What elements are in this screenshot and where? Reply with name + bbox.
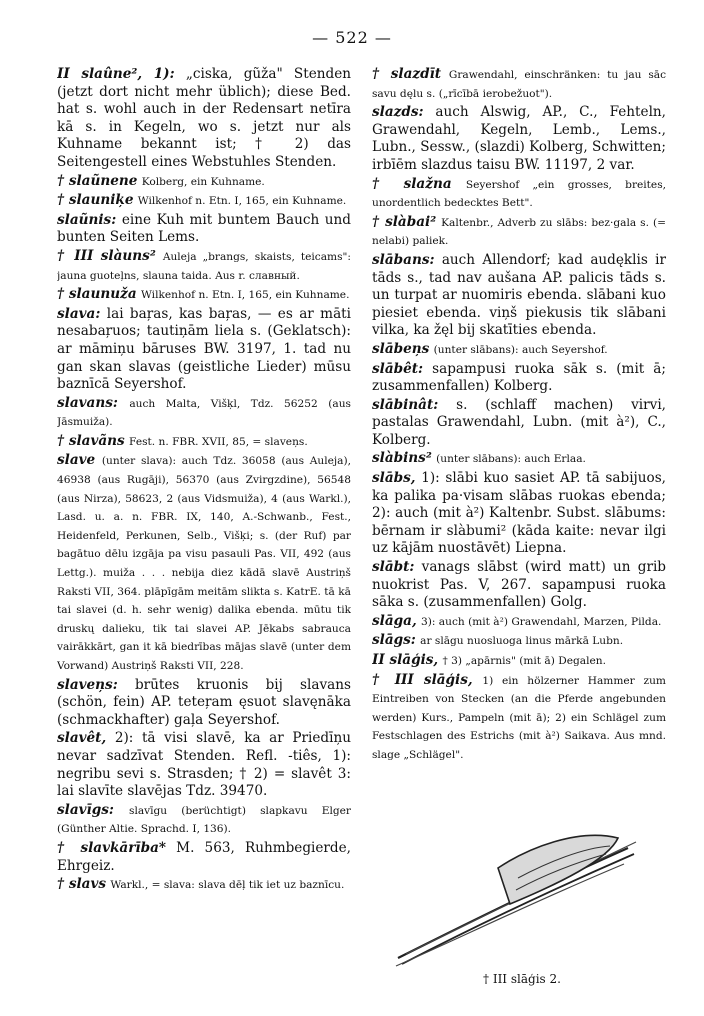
- entry-headword: slābt:: [372, 559, 415, 576]
- entry-headword: † slaunuža: [57, 286, 137, 303]
- entry-headword: slazds:: [372, 104, 424, 121]
- dictionary-entry: [57, 840, 351, 875]
- entry-headword: slābeņs: [372, 340, 430, 357]
- figure-caption: † III slāģis 2.: [483, 972, 561, 986]
- entry-headword: † slavs: [57, 876, 107, 893]
- entry-text: Kaltenbr., Adverb zu slābs: bez·gala s. (= nelabi) paliek.: [372, 216, 666, 248]
- dictionary-entry: [372, 470, 666, 558]
- entry-text: Warkl., = slava: slava dēļ tik iet uz baznīcu.: [110, 879, 345, 892]
- entry-headword: slaũnis:: [57, 211, 117, 228]
- entry-text: Auleja „brangs, skaists, teicams": jauna guoteļns, slauna taida. Aus r. славный.: [57, 250, 351, 282]
- dictionary-entry: [57, 395, 351, 432]
- entry-text: „ciska, gũža" Stenden (jetzt dort nicht mehr üblich); diese Bed. hat s. wohl auch in der Redensart netīra kā s. in Kegeln, wo s. jetzt nur als Kuhname bekannt ist; † 2) das Seitengestell eines Webstuhles Stenden.: [57, 66, 351, 170]
- entry-text: 1): slābi kuo sasiet AP. tā sabijuos, ka palika pa·visam slābas ruokas ebenda; 2): auch (mit à²) Kaltenbr. Subst. slābums: bērnam ir slàbumi² (kāda kaite: nevar ilgi uz kājām nuostāvēt) Liepna.: [372, 470, 666, 557]
- dictionary-entry: [372, 361, 666, 396]
- entry-text: M. 563, Ruhmbegierde, Ehrgeiz.: [57, 839, 351, 874]
- entry-headword: slavans:: [57, 394, 118, 411]
- entry-text: Fest. n. FBR. XVII, 85, = slaveņs.: [129, 435, 308, 448]
- dictionary-entry: [372, 252, 666, 340]
- mallet-illustration: [378, 808, 666, 968]
- entry-text: sapampusi ruoka sāk s. (mit ā; zusammenfallen) Kolberg.: [372, 360, 666, 395]
- dictionary-entry: [372, 214, 666, 251]
- dictionary-entry: [57, 286, 351, 305]
- dictionary-entry: [57, 730, 351, 800]
- entry-headword: † slavãns: [57, 432, 125, 449]
- dictionary-entry: [372, 176, 666, 213]
- entry-headword: slābêt:: [372, 360, 424, 377]
- dictionary-entry: [57, 248, 351, 285]
- entry-headword: † slavkārība*: [57, 839, 166, 856]
- dictionary-entry: [57, 192, 351, 211]
- entry-headword: † slažna: [372, 175, 452, 192]
- entry-headword: † III slàuns²: [57, 247, 156, 264]
- dictionary-entry: [57, 66, 351, 172]
- dictionary-entry: [372, 66, 666, 103]
- entry-headword: slābans:: [372, 251, 435, 268]
- entry-text: 2): tā visi slavē, ka ar Priedīņu nevar sadzīvat Stenden. Refl. -tiês, 1): negribu sevi s. Strasden; † 2) = slavêt 3: lai slavīte slavējas Tdz. 39470.: [57, 730, 351, 800]
- entry-text: eine Kuh mit buntem Bauch und bunten Seiten Lems.: [57, 211, 351, 246]
- entry-text: auch Malta, Višķl, Tdz. 56252 (aus Jāsmuiža).: [57, 397, 351, 429]
- entry-headword: † III slāģis,: [372, 671, 473, 688]
- entry-headword: slāga,: [372, 612, 417, 629]
- dictionary-entry: [57, 802, 351, 839]
- dictionary-entry: [372, 104, 666, 174]
- entry-text: 1) ein hölzerner Hammer zum Eintreiben von Stecken (an die Pferde angebunden werden) Kurs., Pampeln (mit ā); 2) ein Schlägel zum Festschlagen des Estrichs (mit à²) Saikava. Aus mnd. slage „Schlägel".: [372, 674, 666, 761]
- dictionary-entry: [57, 212, 351, 247]
- entry-headword: II slaûne², 1):: [57, 66, 175, 82]
- entry-headword: slavêt,: [57, 730, 107, 747]
- dictionary-entry: [372, 652, 666, 671]
- entry-headword: slaveņs:: [57, 676, 118, 693]
- entry-text: lai baŗas, kas baŗas, — es ar māti nesabaŗuos; tautiņām liela s. (Geklatsch): ar māmiņu bāruses BW. 3197, 1. tad nu gan skan slavas (geistliche Lieder) mūsu baznīcā Seyershof.: [57, 305, 351, 393]
- entry-text: † 3) „apārnis" (mit ā) Degalen.: [442, 655, 606, 667]
- dictionary-entry: [372, 559, 666, 612]
- page-number: — 522 —: [312, 28, 392, 47]
- entry-headword: slave: [57, 452, 96, 469]
- entry-text: vanags slābst (wird matt) un grib nuokrist Pas. V, 267. sapampusi ruoka sāka s. (zusammenfallen) Golg.: [372, 559, 666, 611]
- entry-headword: † slàbai²: [372, 213, 437, 230]
- figure: [378, 808, 666, 988]
- entry-text: Wilkenhof n. Etn. I, 165, ein Kuhname.: [137, 195, 347, 208]
- dictionary-entry: [372, 632, 666, 651]
- dictionary-entry: [57, 433, 351, 452]
- entry-text: Kolberg, ein Kuhname.: [141, 175, 265, 188]
- entry-headword: slàbins²: [372, 450, 432, 467]
- entry-headword: slava:: [57, 305, 101, 322]
- entry-text: (unter slava): auch Tdz. 36058 (aus Auleja), 46938 (aus Rugāji), 56370 (aus Zvirgzdine), 56548 (aus Nirza), 58623, 2 (aus Vidsmuiža), 4 (aus Warkl.), Lasd. u. a. n. FBR. IX, 140, A.-Schwanb., Fest., Heidenfeld, Perkunen, Selb., Višķi; s. (der Ruf) par bagātuo dēlu izgāja pa visu pasauli Pas. VII, 492 (aus Lettg.). muiža . . . nebija diez kādā slavē Austriņš Raksti VII, 364. plāpīgām meitām slikta s. KatrE. tā kā tai slavei (d. h. sehr wenig) dalika ebenda. mūtu tik druskų dalieku, tik tai slavei AP. Jēkabs sabrauca vairākkārt, gan it kā biedrības mājas slavē (unter dem Vorwand) Austriņš Raksti VII, 228.: [57, 455, 351, 672]
- dictionary-entry: [57, 452, 351, 675]
- entry-text: Wilkenhof n. Etn. I, 165, ein Kuhname.: [140, 289, 350, 302]
- entry-headword: slāgs:: [372, 632, 416, 649]
- entry-text: Grawendahl, einschränken: tu jau sāc savu dęlu s. („rīcībā ierobežuot").: [372, 69, 666, 100]
- dictionary-entry: [57, 306, 351, 394]
- entry-text: (unter slābans): auch Seyershof.: [433, 343, 608, 356]
- dictionary-entry: [57, 677, 351, 730]
- dictionary-entry: [372, 672, 666, 765]
- entry-headword: † slaũnene: [57, 172, 138, 189]
- entry-text: Seyershof „ein grosses, breites, unordentlich bedecktes Bett".: [372, 178, 666, 210]
- dictionary-entry: [372, 341, 666, 360]
- dictionary-entry: [372, 450, 666, 469]
- entry-text: 3): auch (mit à²) Grawendahl, Marzen, Pilda.: [421, 615, 662, 628]
- entry-text: slavīgu (berüchtigt) slapkavu Elger (Günther Altie. Sprachd. I, 136).: [57, 804, 351, 836]
- dictionary-entry: [372, 613, 666, 632]
- entry-text: s. (schlaff machen) virvi, pastalas Grawendahl, Lubn. (mit à²), C., Kolberg.: [372, 396, 666, 448]
- dictionary-entry: [372, 397, 666, 450]
- entry-text: (unter slābans): auch Erlaa.: [436, 453, 586, 466]
- dictionary-entry: [57, 876, 351, 895]
- entry-headword: II slāģis,: [372, 652, 439, 668]
- entry-text: auch Allendorf; kad audęklis ir tāds s., tad nav aušana AP. palicis tāds s. un turpat ar nuomiris ebenda. slābani kuo piesiet ebenda. viņš piekusis tik slābani vilka, ka žęl bij skatīties ebenda.: [372, 251, 666, 339]
- entry-headword: slavīgs:: [57, 801, 114, 818]
- entry-headword: slābinât:: [372, 396, 439, 413]
- left-column: [57, 66, 351, 971]
- entry-text: auch Alswig, AP., C., Fehteln, Grawendahl, Kegeln, Lemb., Lems., Lubn., Sessw., (slazdi) Kolberg, Schwitten; irbīēm slazdus taisu BW. 11197, 2 var.: [372, 104, 666, 173]
- entry-headword: † slauniķe: [57, 192, 134, 209]
- dictionary-entry: [57, 173, 351, 192]
- entry-text: ar slāgu nuosluoga linus mārkā Lubn.: [420, 635, 624, 648]
- entry-headword: slābs,: [372, 470, 416, 487]
- entry-headword: † slazdīt: [372, 66, 442, 82]
- entry-text: brūtes kruonis bij slavans (schön, fein) AP. teteŗam ęsuot slavęnāka (schmackhafter) gaļa Seyershof.: [57, 676, 351, 728]
